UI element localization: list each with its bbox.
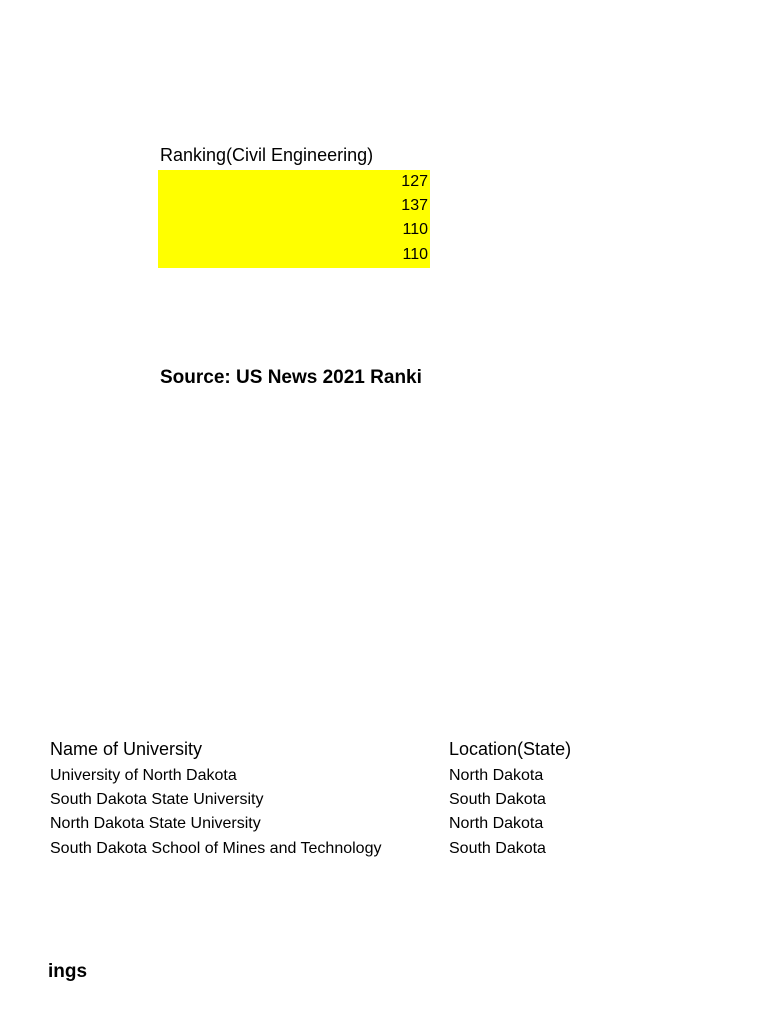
location-cell: South Dakota	[449, 840, 546, 857]
ranking-highlight-block	[158, 170, 430, 268]
ranking-cell-1: 127	[401, 173, 428, 190]
source-text: Source: US News 2021 Ranki	[160, 367, 422, 388]
ranking-cell-4: 110	[402, 246, 428, 263]
university-name-header: Name of University	[50, 739, 203, 759]
location-cell: South Dakota	[449, 791, 546, 808]
location-header: Location(State)	[449, 739, 572, 759]
university-name-cell: South Dakota State University	[50, 791, 264, 808]
location-cell: North Dakota	[449, 767, 544, 784]
location-cell: North Dakota	[449, 815, 544, 832]
ranking-column-header: Ranking(Civil Engineering)	[160, 145, 374, 165]
source-continued-text: ings	[48, 961, 88, 982]
source-cell	[160, 366, 430, 392]
ranking-cell-2: 137	[401, 197, 428, 214]
university-name-cell: South Dakota School of Mines and Technology	[50, 840, 382, 857]
ranking-cell-3: 110	[402, 221, 428, 238]
source-continued-cell	[48, 960, 108, 986]
university-name-cell: North Dakota State University	[50, 815, 261, 832]
university-name-cell: University of North Dakota	[50, 767, 237, 784]
